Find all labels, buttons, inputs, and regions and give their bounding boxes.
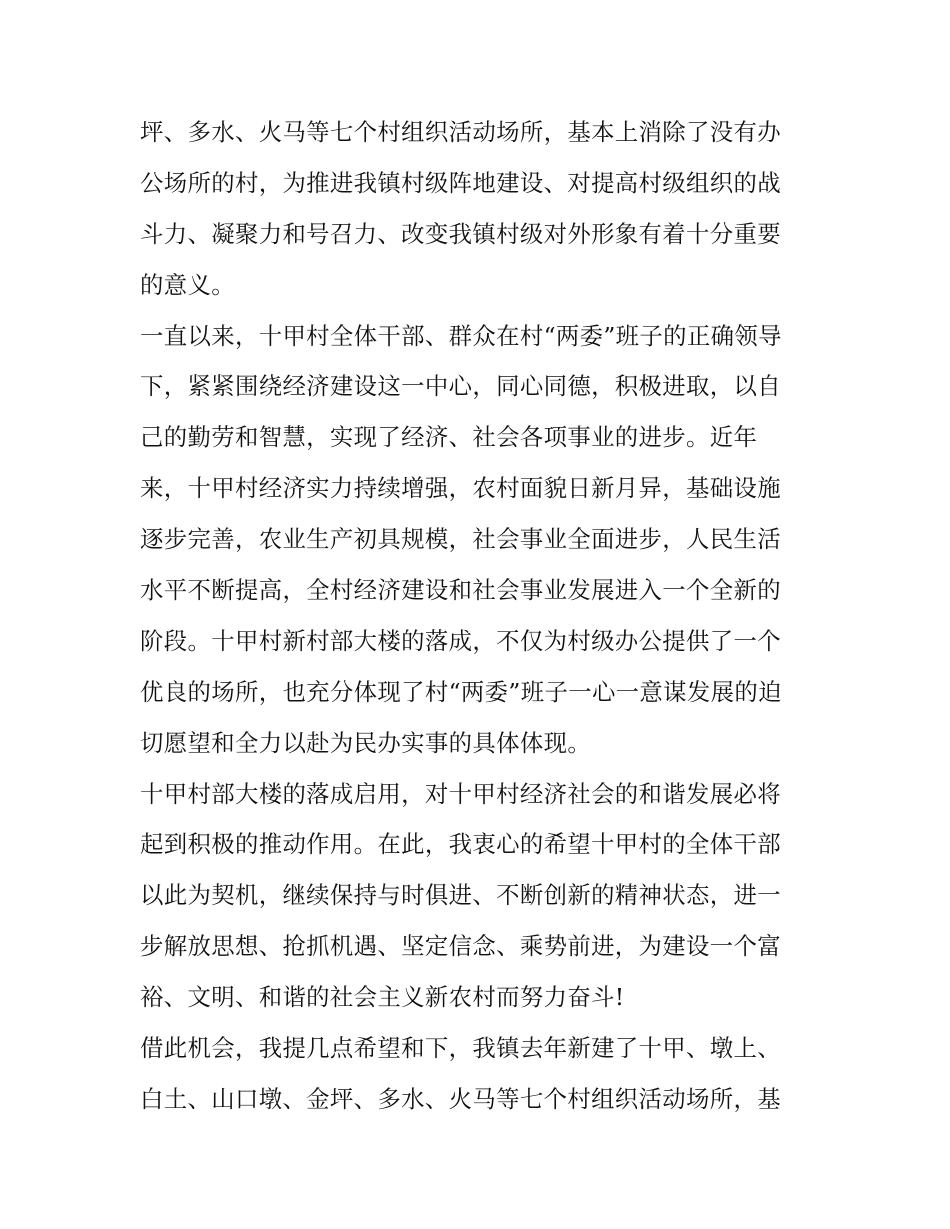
document-body: [140, 107, 820, 1125]
paragraph-4: [140, 1023, 820, 1125]
text-line: 来，十甲村经济实力持续增强，农村面貌日新月异，基础设施: [140, 474, 781, 503]
text-line: 斗力、凝聚力和号召力、改变我镇村级对外形象有着十分重要: [140, 219, 781, 248]
text-line: 一直以来，十甲村全体干部、群众在村“两委”班子的正确领导: [140, 321, 782, 350]
text-line: 的意义。: [140, 270, 235, 299]
text-line: 起到积极的推动作用。在此，我衷心的希望十甲村的全体干部: [140, 830, 781, 859]
text-line: 逐步完善，农业生产初具规模，社会事业全面进步，人民生活: [140, 525, 781, 554]
text-line: 水平不断提高，全村经济建设和社会事业发展进入一个全新的: [140, 576, 781, 605]
text-line: 切愿望和全力以赴为民办实事的具体体现。: [140, 728, 592, 757]
text-line: 白土、山口墩、金坪、多水、火马等七个村组织活动场所，基: [140, 1084, 781, 1113]
text-line: 阶段。十甲村新村部大楼的落成，不仅为村级办公提供了一个: [140, 626, 781, 655]
text-line: 十甲村部大楼的落成启用，对十甲村经济社会的和谐发展必将: [140, 779, 781, 808]
text-line: 以此为契机，继续保持与时俱进、不断创新的精神状态，进一: [140, 881, 781, 910]
text-line: 坪、多水、火马等七个村组织活动场所，基本上消除了没有办: [140, 118, 781, 146]
paragraph-1: [140, 107, 820, 311]
text-line: 己的勤劳和智慧，实现了经济、社会各项事业的进步。近年: [140, 423, 758, 452]
text-line: 步解放思想、抢抓机遇、坚定信念、乘势前进，为建设一个富: [140, 932, 781, 961]
paragraph-2: [140, 311, 820, 769]
text-line: 公场所的村，为推进我镇村级阵地建设、对提高村级组织的战: [140, 168, 781, 197]
text-line: 优良的场所，也充分体现了村“两委”班子一心一意谋发展的迫: [140, 677, 782, 706]
text-line: 裕、文明、和谐的社会主义新农村而努力奋斗!: [140, 983, 625, 1012]
text-line: 借此机会，我提几点希望和下，我镇去年新建了十甲、墩上、: [140, 1034, 781, 1063]
paragraph-3: [140, 769, 820, 1023]
text-line: 下，紧紧围绕经济建设这一中心，同心同德，积极进取，以自: [140, 372, 781, 401]
